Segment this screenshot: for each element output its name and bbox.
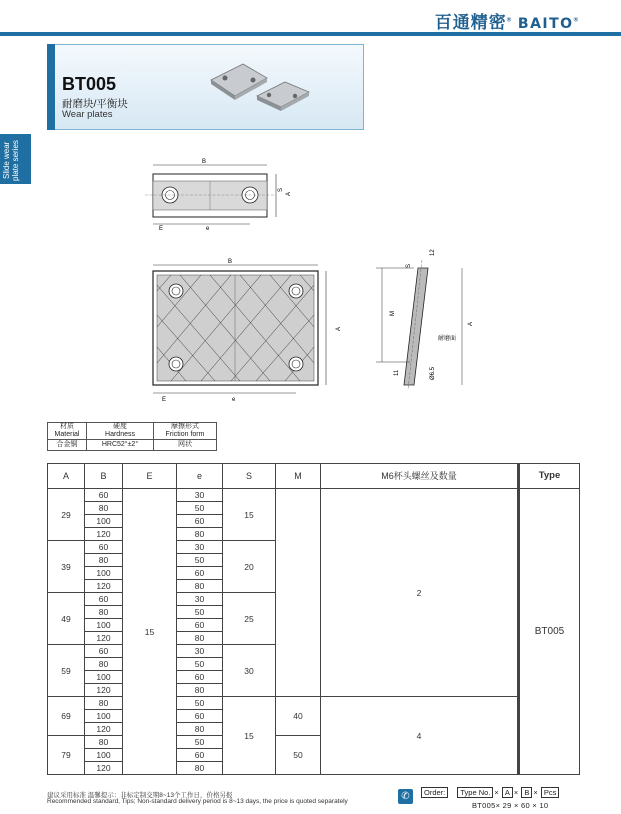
hdr-qty: M6杯头螺丝及数量 [321, 464, 519, 489]
cell-s: 15 [223, 697, 276, 775]
dim-le-top: e [206, 226, 210, 230]
order-box-b: B [521, 787, 532, 798]
cell-le: 60 [177, 567, 223, 580]
cell-b: 80 [85, 606, 123, 619]
hdr-type: Type [519, 464, 580, 489]
order-label: Order: [421, 787, 448, 798]
hdr-s: S [223, 464, 276, 489]
surface-label: 耐磨面 [438, 336, 457, 342]
mat-hdr-3-cn: 摩擦形式 [171, 423, 199, 430]
cell-b: 100 [85, 619, 123, 632]
cell-b: 120 [85, 723, 123, 736]
dim-s-side: S [406, 263, 412, 268]
mat-hdr-2-en: Hardness [105, 431, 135, 438]
cell-b: 100 [85, 671, 123, 684]
cell-b: 80 [85, 736, 123, 749]
brand-cn: 百通精密 [434, 13, 507, 32]
cell-b: 60 [85, 541, 123, 554]
dim-a-side: A [468, 321, 474, 326]
side-tab [0, 134, 31, 184]
dim-a-front: A [336, 326, 342, 331]
cell-b: 60 [85, 489, 123, 502]
table-row [48, 489, 580, 502]
mat-friction: 网状 [154, 440, 217, 451]
cell-a: 39 [48, 541, 85, 593]
cell-s: 20 [223, 541, 276, 593]
phone-icon: ✆ [398, 789, 413, 804]
dim-dia-side: Ø6.5 [430, 366, 436, 380]
order-box-type: Type No. [457, 787, 493, 798]
brand-en: BAITO [517, 16, 574, 32]
cell-b: 100 [85, 567, 123, 580]
dim-b-top: B [202, 159, 207, 165]
cell-s: 30 [223, 645, 276, 697]
dim-e-top: E [159, 226, 164, 230]
dim-s-top: S [278, 187, 284, 192]
cell-le: 60 [177, 749, 223, 762]
cell-b: 60 [85, 593, 123, 606]
cell-a: 59 [48, 645, 85, 697]
side-tab-label: Slide wear plate series [2, 140, 20, 181]
cell-le: 50 [177, 554, 223, 567]
mat-material: 合金铜 [48, 440, 87, 451]
cell-le: 50 [177, 658, 223, 671]
cell-le: 60 [177, 515, 223, 528]
cell-b: 80 [85, 658, 123, 671]
material-table [47, 422, 217, 451]
order-box-a: A [502, 787, 513, 798]
mat-hdr-2-cn: 硬度 [113, 423, 127, 430]
cell-b: 100 [85, 710, 123, 723]
footer-note-cn: 建议采用标准 温馨提示：非标定制交期8~13个工作日，价格另报 [47, 792, 233, 799]
cell-a: 79 [48, 736, 85, 775]
dim-m-side: M [390, 311, 396, 316]
dim-a-top: A [286, 191, 292, 196]
cell-b: 80 [85, 697, 123, 710]
mat-hdr-1-cn: 材质 [60, 423, 74, 430]
cell-le: 80 [177, 632, 223, 645]
hdr-b: B [85, 464, 123, 489]
cell-b: 120 [85, 762, 123, 775]
hdr-e: E [123, 464, 177, 489]
cell-le: 30 [177, 489, 223, 502]
cell-s: 15 [223, 489, 276, 541]
cell-le: 60 [177, 671, 223, 684]
cell-b: 120 [85, 580, 123, 593]
cell-le: 60 [177, 710, 223, 723]
product-photo [205, 58, 315, 113]
dim-h12-side: 12 [430, 249, 436, 256]
hdr-le: e [177, 464, 223, 489]
cell-b: 100 [85, 515, 123, 528]
order-example: BT005× 29 × 60 × 10 [472, 801, 549, 810]
footer-note-en: Recommended standard, Tips; Non-standard delivery period is 8~13 days, the price is quoted separately [47, 798, 348, 805]
cell-le: 80 [177, 684, 223, 697]
cell-b: 80 [85, 554, 123, 567]
cell-le: 30 [177, 593, 223, 606]
cell-le: 30 [177, 541, 223, 554]
cell-b: 120 [85, 684, 123, 697]
cell-m-empty [276, 489, 321, 697]
mat-hardness: HRC52°±2° [87, 440, 154, 451]
hdr-a: A [48, 464, 85, 489]
cell-m: 50 [276, 736, 321, 775]
product-name-cn: 耐磨块/平衡块 [62, 98, 128, 110]
cell-qty: 2 [321, 489, 519, 697]
cell-a: 49 [48, 593, 85, 645]
cell-le: 80 [177, 762, 223, 775]
dim-b-front: B [228, 259, 233, 265]
dim-le-front: e [232, 397, 236, 403]
cell-le: 50 [177, 502, 223, 515]
brand-logo: 百通精密® BAITO® [434, 13, 579, 32]
cell-le: 80 [177, 580, 223, 593]
product-name-en: Wear plates [62, 109, 113, 120]
order-box-pcs: Pcs [541, 787, 560, 798]
spec-table [47, 463, 580, 775]
cell-le: 50 [177, 697, 223, 710]
side-view-drawing [370, 240, 480, 400]
cell-le: 80 [177, 528, 223, 541]
cell-le: 30 [177, 645, 223, 658]
hdr-m: M [276, 464, 321, 489]
cell-b: 100 [85, 749, 123, 762]
dim-e-front: E [162, 397, 167, 403]
cell-b: 80 [85, 502, 123, 515]
front-view-drawing [140, 255, 350, 405]
cell-b: 120 [85, 632, 123, 645]
cell-s: 25 [223, 593, 276, 645]
dim-d11-side: 11 [394, 369, 400, 376]
cell-m: 40 [276, 697, 321, 736]
cell-qty: 4 [321, 697, 519, 775]
cell-le: 80 [177, 723, 223, 736]
top-view-drawing [140, 150, 300, 230]
cell-le: 60 [177, 619, 223, 632]
mat-hdr-3-en: Friction form [165, 431, 205, 438]
cell-type: BT005 [519, 489, 580, 775]
order-line: Order: Type No. × A × B × Pcs [420, 787, 560, 798]
cell-le: 50 [177, 736, 223, 749]
cell-e: 15 [123, 489, 177, 775]
cell-b: 120 [85, 528, 123, 541]
cell-a: 29 [48, 489, 85, 541]
cell-a: 69 [48, 697, 85, 736]
cell-le: 50 [177, 606, 223, 619]
mat-hdr-1-en: Material [54, 431, 80, 438]
cell-b: 60 [85, 645, 123, 658]
product-code: BT005 [62, 74, 117, 94]
